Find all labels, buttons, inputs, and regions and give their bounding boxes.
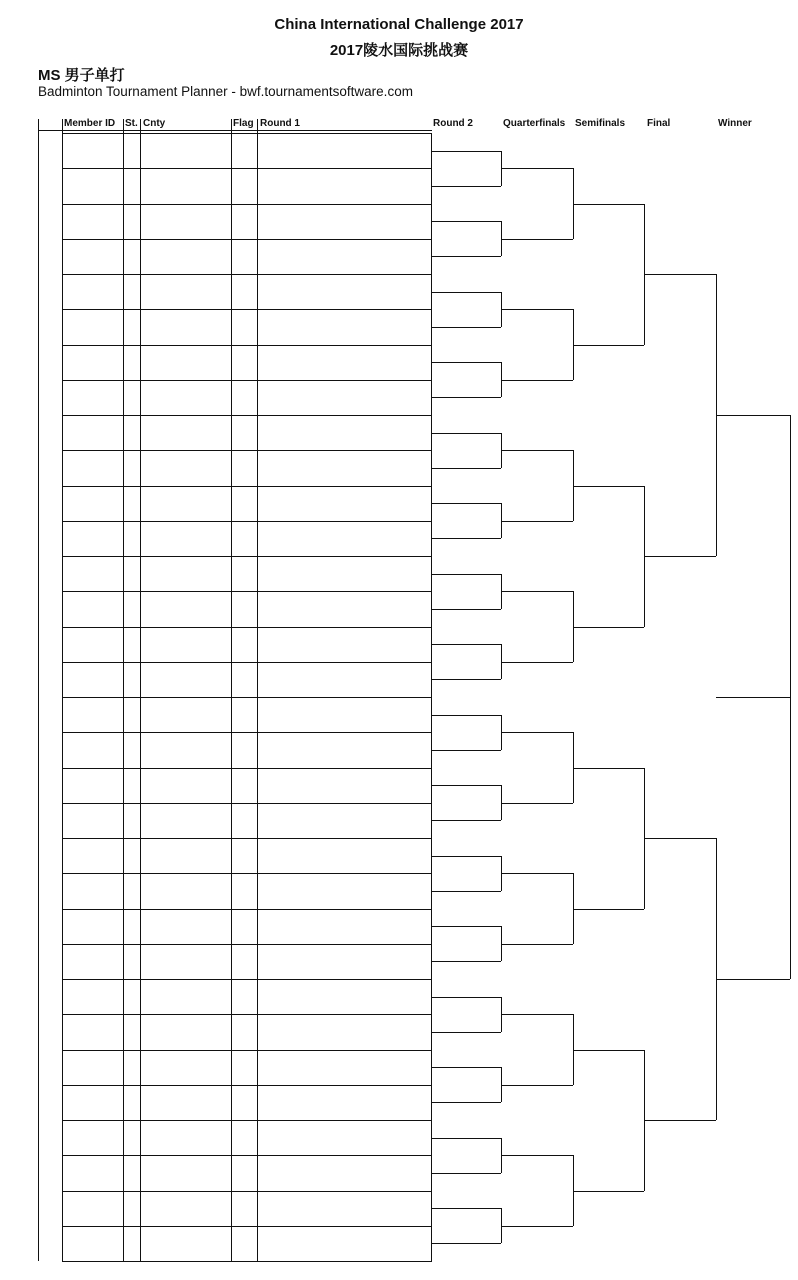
bracket-line xyxy=(431,327,501,328)
bracket-line xyxy=(431,997,501,998)
bracket-line xyxy=(644,274,716,275)
table-row-rule xyxy=(62,204,257,205)
bracket-line xyxy=(431,362,501,363)
bracket-line xyxy=(431,1173,501,1174)
bracket-line xyxy=(573,909,644,910)
player-slot-box xyxy=(257,415,432,451)
bracket-line xyxy=(431,574,501,575)
player-slot-box xyxy=(257,1085,432,1121)
player-slot-box xyxy=(257,627,432,663)
player-slot-box xyxy=(257,873,432,909)
tournament-title: China International Challenge 2017 xyxy=(274,16,524,33)
bracket-line xyxy=(431,679,501,680)
bracket-line xyxy=(431,433,501,434)
bracket-line xyxy=(573,1050,644,1051)
player-slot-box xyxy=(257,732,432,768)
table-row-rule xyxy=(62,838,257,839)
player-slot-box xyxy=(257,486,432,522)
table-column-rule xyxy=(62,119,63,1261)
column-header-status: St. xyxy=(125,118,138,129)
bracket-line xyxy=(501,873,573,874)
bracket-line xyxy=(431,256,501,257)
bracket-line xyxy=(431,856,501,857)
bracket-line xyxy=(573,345,644,346)
column-header-final: Final xyxy=(647,118,671,129)
bracket-line xyxy=(644,1120,716,1121)
table-row-rule xyxy=(62,1050,257,1051)
player-slot-box xyxy=(257,909,432,945)
bracket-line xyxy=(431,1102,501,1103)
player-slot-box xyxy=(257,345,432,381)
column-header-member-id: Member ID xyxy=(64,118,116,129)
table-column-rule xyxy=(38,119,39,1261)
bracket-line xyxy=(501,309,573,310)
bracket-line xyxy=(431,151,501,152)
bracket-line xyxy=(431,820,501,821)
table-row-rule xyxy=(62,1155,257,1156)
bracket-line xyxy=(431,1138,501,1139)
player-slot-box xyxy=(257,556,432,592)
bracket-line xyxy=(501,1014,573,1015)
bracket-line xyxy=(431,397,501,398)
event-name: MS 男子单打 xyxy=(38,67,125,84)
table-row-rule xyxy=(62,803,257,804)
player-slot-box xyxy=(257,450,432,486)
bracket-line xyxy=(431,750,501,751)
player-slot-box xyxy=(257,1050,432,1086)
bracket-line xyxy=(431,1067,501,1068)
table-row-rule xyxy=(62,662,257,663)
table-row-rule xyxy=(62,345,257,346)
bracket-line xyxy=(644,838,716,839)
bracket-line xyxy=(501,168,573,169)
planner-credit: Badminton Tournament Planner - bwf.tournamentsoftware.com xyxy=(38,84,413,99)
bracket-line xyxy=(573,486,644,487)
player-slot-box xyxy=(257,662,432,698)
bracket-line xyxy=(431,292,501,293)
table-row-rule xyxy=(62,133,257,134)
table-row-rule xyxy=(62,1120,257,1121)
bracket-line xyxy=(431,186,501,187)
table-row-rule xyxy=(62,239,257,240)
bracket-line xyxy=(431,609,501,610)
table-row-rule xyxy=(62,450,257,451)
player-slot-box xyxy=(257,1014,432,1050)
player-slot-box xyxy=(257,1226,432,1262)
table-row-rule xyxy=(62,309,257,310)
table-row-rule xyxy=(62,556,257,557)
column-header-flag: Flag xyxy=(233,118,254,129)
player-slot-box xyxy=(257,309,432,345)
player-slot-box xyxy=(257,979,432,1015)
bracket-line xyxy=(431,926,501,927)
player-slot-box xyxy=(257,133,432,169)
player-slot-box xyxy=(257,239,432,275)
column-header-round-2: Round 2 xyxy=(433,118,473,129)
table-row-rule xyxy=(62,627,257,628)
table-row-rule xyxy=(62,1014,257,1015)
bracket-line xyxy=(431,785,501,786)
table-header-rule xyxy=(38,130,432,131)
player-slot-box xyxy=(257,380,432,416)
bracket-line xyxy=(431,1243,501,1244)
table-row-rule xyxy=(62,591,257,592)
bracket-line xyxy=(431,715,501,716)
table-row-rule xyxy=(62,944,257,945)
table-row-rule xyxy=(62,1226,257,1227)
column-header-winner: Winner xyxy=(718,118,752,129)
bracket-line xyxy=(431,468,501,469)
bracket-line xyxy=(573,1191,644,1192)
bracket-line xyxy=(501,944,573,945)
table-bottom-rule xyxy=(62,1261,432,1262)
player-slot-box xyxy=(257,274,432,310)
bracket-line xyxy=(501,732,573,733)
bracket-line xyxy=(431,503,501,504)
table-row-rule xyxy=(62,873,257,874)
tournament-title-chinese: 2017陵水国际挑战赛 xyxy=(329,42,469,59)
column-header-round-1: Round 1 xyxy=(260,118,300,129)
player-slot-box xyxy=(257,204,432,240)
bracket-line xyxy=(573,768,644,769)
table-row-rule xyxy=(62,415,257,416)
table-row-rule xyxy=(62,168,257,169)
player-slot-box xyxy=(257,697,432,733)
player-slot-box xyxy=(257,1155,432,1191)
bracket-line xyxy=(501,239,573,240)
bracket-line xyxy=(501,591,573,592)
table-row-rule xyxy=(62,697,257,698)
player-slot-box xyxy=(257,168,432,204)
bracket-line xyxy=(431,1208,501,1209)
player-slot-box xyxy=(257,591,432,627)
bracket-line xyxy=(716,415,790,416)
table-row-rule xyxy=(62,521,257,522)
table-row-rule xyxy=(62,1191,257,1192)
bracket-line xyxy=(431,1032,501,1033)
table-row-rule xyxy=(62,909,257,910)
bracket-line xyxy=(501,521,573,522)
bracket-line xyxy=(501,662,573,663)
player-slot-box xyxy=(257,1120,432,1156)
bracket-line xyxy=(431,644,501,645)
column-header-country: Cnty xyxy=(143,118,166,129)
column-header-semifinals: Semifinals xyxy=(575,118,626,129)
player-slot-box xyxy=(257,1191,432,1227)
bracket-line xyxy=(431,538,501,539)
bracket-line xyxy=(644,556,716,557)
player-slot-box xyxy=(257,768,432,804)
bracket-line xyxy=(501,1085,573,1086)
table-row-rule xyxy=(62,768,257,769)
table-row-rule xyxy=(62,486,257,487)
table-row-rule xyxy=(62,979,257,980)
bracket-line xyxy=(790,415,791,979)
player-slot-box xyxy=(257,944,432,980)
bracket-line xyxy=(501,803,573,804)
table-row-rule xyxy=(62,274,257,275)
table-row-rule xyxy=(62,732,257,733)
bracket-line xyxy=(501,450,573,451)
player-slot-box xyxy=(257,803,432,839)
table-column-rule xyxy=(231,119,232,1261)
bracket-line xyxy=(501,1226,573,1227)
table-row-rule xyxy=(62,1085,257,1086)
table-row-rule xyxy=(62,380,257,381)
bracket-line xyxy=(501,1155,573,1156)
table-column-rule xyxy=(123,119,124,1261)
bracket-line xyxy=(431,221,501,222)
bracket-winner-line xyxy=(716,697,790,698)
table-column-rule xyxy=(140,119,141,1261)
bracket-line xyxy=(573,204,644,205)
column-header-quarterfinals: Quarterfinals xyxy=(503,118,566,129)
player-slot-box xyxy=(257,521,432,557)
player-slot-box xyxy=(257,838,432,874)
bracket-line xyxy=(431,961,501,962)
bracket-line xyxy=(431,891,501,892)
bracket-line xyxy=(573,627,644,628)
bracket-line xyxy=(716,979,790,980)
bracket-line xyxy=(501,380,573,381)
